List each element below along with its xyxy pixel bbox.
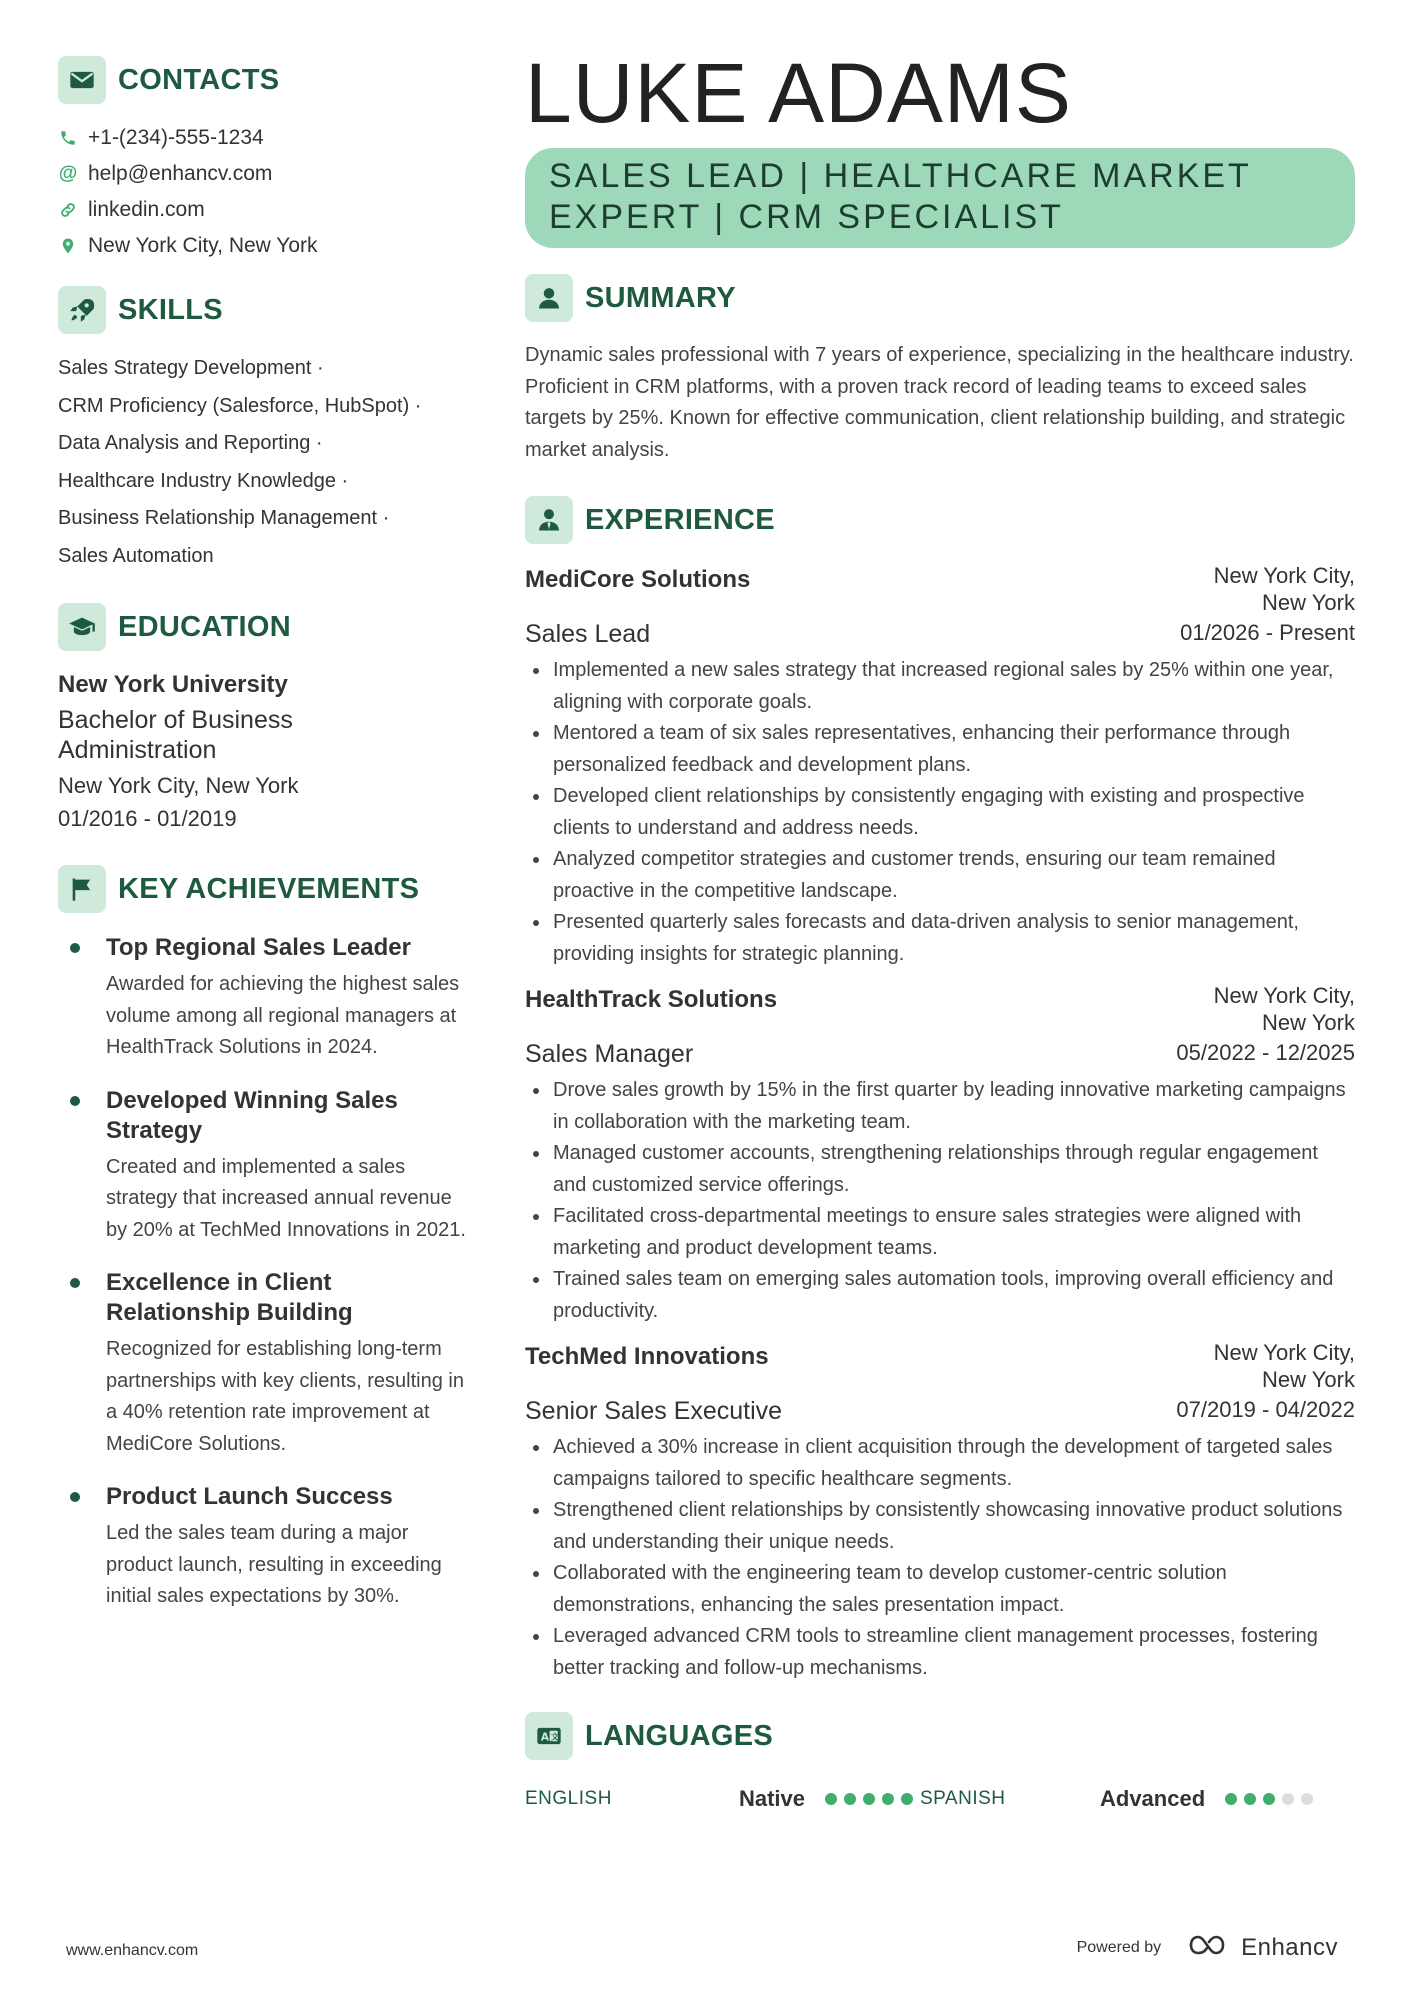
headline-banner: SALES LEAD | HEALTHCARE MARKET EXPERT | CRM SPECIALIST: [525, 148, 1355, 248]
achievement-item: [58, 1086, 468, 1247]
user-tie-icon: [525, 496, 573, 544]
languages-title: LANGUAGES: [585, 1719, 773, 1752]
job-bullet: Mentored a team of six sales representatives, enhancing their performance through personalized feedback and development plans.: [525, 718, 1355, 781]
language-rating: [825, 1793, 920, 1805]
rating-dot: [1301, 1793, 1313, 1805]
contacts-title: CONTACTS: [118, 63, 280, 96]
achievements-title: KEY ACHIEVEMENTS: [118, 872, 420, 905]
contact-phone-text: +1-(234)-555-1234: [88, 126, 264, 149]
contact-email[interactable]: [58, 162, 468, 186]
job-bullet: Presented quarterly sales forecasts and data-driven analysis to senior management, providing insights for strategic planning.: [525, 907, 1355, 970]
envelope-icon: [58, 56, 106, 104]
rating-dot: [825, 1793, 837, 1805]
brand-name: Enhancv: [1241, 1933, 1338, 1961]
skill-item: Data Analysis and Reporting ·: [58, 432, 323, 454]
skills-list: [58, 350, 468, 575]
job-bullet: Managed customer accounts, strengthening relationships through regular engagement and customized service offerings.: [525, 1138, 1355, 1201]
job-dates: 07/2019 - 04/2022: [1176, 1397, 1355, 1422]
job-role: Sales Lead: [525, 620, 651, 648]
job-location: New York City, New York: [1213, 983, 1355, 1035]
job-dates: 01/2026 - Present: [1180, 620, 1355, 645]
education-location: New York City, New York: [58, 773, 299, 798]
achievement-item: [58, 1482, 468, 1613]
contact-phone[interactable]: [58, 126, 468, 150]
job-company: TechMed Innovations: [525, 1343, 769, 1370]
bullet-dot: [70, 1492, 80, 1502]
svg-text:文: 文: [550, 1731, 560, 1742]
bullet-dot: [70, 1096, 80, 1106]
bullet-dot: [70, 1278, 80, 1288]
education-heading: [58, 603, 468, 651]
experience-title: EXPERIENCE: [585, 503, 775, 536]
contact-location: [58, 234, 468, 258]
achievement-title: Product Launch Success: [106, 1483, 393, 1510]
job-bullets: [525, 1432, 1355, 1684]
job-location: New York City, New York: [1213, 1340, 1355, 1392]
languages-row: [525, 1786, 1355, 1812]
skill-item: CRM Proficiency (Salesforce, HubSpot) ·: [58, 394, 422, 417]
rocket-icon: [58, 286, 106, 334]
job-bullet: Implemented a new sales strategy that increased regional sales by 25% within one year, aligning with corporate goals.: [525, 655, 1355, 718]
job-bullet: Analyzed competitor strategies and customer trends, ensuring our team remained proactive in the competitive landscape.: [525, 844, 1355, 907]
left-column: [58, 56, 468, 1635]
education-dates: 01/2016 - 01/2019: [58, 806, 237, 831]
footer-website[interactable]: www.enhancv.com: [66, 1942, 199, 1959]
achievement-title: Top Regional Sales Leader: [106, 934, 411, 961]
skill-item: Sales Strategy Development ·: [58, 357, 324, 379]
achievement-desc: Awarded for achieving the highest sales volume among all regional managers at HealthTrack Solutions in 2024.: [106, 973, 460, 1058]
achievement-desc: Led the sales team during a major product launch, resulting in exceeding initial sales expectations by 30%.: [106, 1522, 442, 1607]
job-dates: 05/2022 - 12/2025: [1176, 1040, 1355, 1065]
right-column: [525, 48, 1355, 1812]
summary-text: Dynamic sales professional with 7 years of experience, specializing in the healthcare industry. Proficient in CRM platforms, with a proven track record of leading teams to exceed sales targets by 25%. Known for effective communication, client relationship building, and strategic market analysis.: [525, 344, 1354, 461]
candidate-name: LUKE ADAMS: [525, 46, 1072, 140]
experience-heading: [525, 496, 1355, 544]
skill-item: Sales Automation: [58, 544, 214, 567]
job-bullet: Achieved a 30% increase in client acquisition through the development of targeted sales campaigns tailored to specific healthcare segments.: [525, 1432, 1355, 1495]
job-bullets: [525, 1075, 1355, 1327]
job-bullet: Facilitated cross-departmental meetings to ensure sales strategies were aligned with marketing and product development teams.: [525, 1201, 1355, 1264]
contact-linkedin-text: linkedin.com: [88, 198, 205, 221]
job-bullet: Trained sales team on emerging sales automation tools, improving overall efficiency and productivity.: [525, 1264, 1355, 1327]
language-level: Native: [738, 1786, 805, 1811]
rating-dot: [1282, 1793, 1294, 1805]
rating-dot: [863, 1793, 875, 1805]
contact-location-text: New York City, New York: [88, 234, 318, 257]
education-degree: Bachelor of Business Administration: [58, 706, 293, 764]
flag-icon: [58, 865, 106, 913]
svg-text:A: A: [540, 1731, 549, 1744]
language-entry: [525, 1786, 920, 1812]
job-role: Sales Manager: [525, 1040, 694, 1068]
contacts-heading: [58, 56, 468, 104]
job-bullet: Strengthened client relationships by consistently showcasing innovative product solutions and understanding their unique needs.: [525, 1495, 1355, 1558]
education-school: New York University: [58, 671, 288, 698]
rating-dot: [901, 1793, 913, 1805]
job-bullet: Collaborated with the engineering team to develop customer-centric solution demonstrations, enhancing the sales presentation impact.: [525, 1558, 1355, 1621]
contact-linkedin[interactable]: [58, 198, 468, 222]
experience-job: [525, 562, 1355, 970]
language-name: SPANISH: [920, 1788, 1006, 1809]
skill-item: Business Relationship Management ·: [58, 507, 390, 529]
skills-title: SKILLS: [118, 293, 223, 326]
achievement-item: [58, 933, 468, 1064]
job-company: HealthTrack Solutions: [525, 986, 778, 1013]
location-pin-icon: [58, 237, 78, 255]
powered-by-label: Powered by: [1076, 1938, 1162, 1956]
link-icon: [58, 201, 78, 219]
education-title: EDUCATION: [118, 610, 291, 643]
rating-dot: [1244, 1793, 1256, 1805]
experience-job: [525, 1339, 1355, 1684]
achievement-title: Developed Winning Sales Strategy: [106, 1086, 398, 1144]
graduation-cap-icon: [58, 603, 106, 651]
rating-dot: [882, 1793, 894, 1805]
language-entry: [920, 1786, 1355, 1812]
at-icon: @: [58, 163, 78, 184]
experience-job: [525, 982, 1355, 1327]
contact-list: [58, 126, 468, 258]
achievement-desc: Created and implemented a sales strategy that increased annual revenue by 20% at TechMed Innovations in 2021.: [106, 1155, 466, 1241]
skills-heading: [58, 286, 468, 334]
language-rating: [1225, 1793, 1320, 1805]
rating-dot: [1225, 1793, 1237, 1805]
job-bullet: Drove sales growth by 15% in the first quarter by leading innovative marketing campaigns in collaboration with the marketing team.: [525, 1075, 1355, 1138]
summary-title: SUMMARY: [585, 281, 736, 314]
achievement-item: [58, 1268, 468, 1460]
bullet-dot: [70, 943, 80, 953]
language-level: Advanced: [1100, 1786, 1206, 1811]
rating-dot: [844, 1793, 856, 1805]
job-role: Senior Sales Executive: [525, 1397, 783, 1425]
skill-item: Healthcare Industry Knowledge ·: [58, 469, 349, 492]
achievements-heading: [58, 865, 468, 913]
job-company: MediCore Solutions: [525, 566, 751, 593]
contact-email-text: help@enhancv.com: [88, 162, 273, 185]
phone-icon: [58, 129, 78, 147]
language-icon: [525, 1712, 573, 1760]
language-name: ENGLISH: [525, 1788, 612, 1809]
user-icon: [525, 274, 573, 322]
summary-heading: [525, 274, 1355, 322]
job-bullets: [525, 655, 1355, 970]
achievements-list: [58, 933, 468, 1613]
enhancv-logo-icon: [1187, 1932, 1233, 1963]
job-bullet: Developed client relationships by consistently engaging with existing and prospective clients to understand and address needs.: [525, 781, 1355, 844]
rating-dot: [1263, 1793, 1275, 1805]
job-location: New York City, New York: [1213, 563, 1355, 615]
footer-brand: [1077, 1932, 1338, 1963]
languages-heading: [525, 1712, 1355, 1760]
job-bullet: Leveraged advanced CRM tools to streamline client management processes, fostering better tracking and follow-up mechanisms.: [525, 1621, 1355, 1684]
achievement-desc: Recognized for establishing long-term partnerships with key clients, resulting in a 40% retention rate improvement at MediCore Solutions.: [106, 1338, 464, 1455]
achievement-title: Excellence in Client Relationship Building: [106, 1269, 353, 1326]
